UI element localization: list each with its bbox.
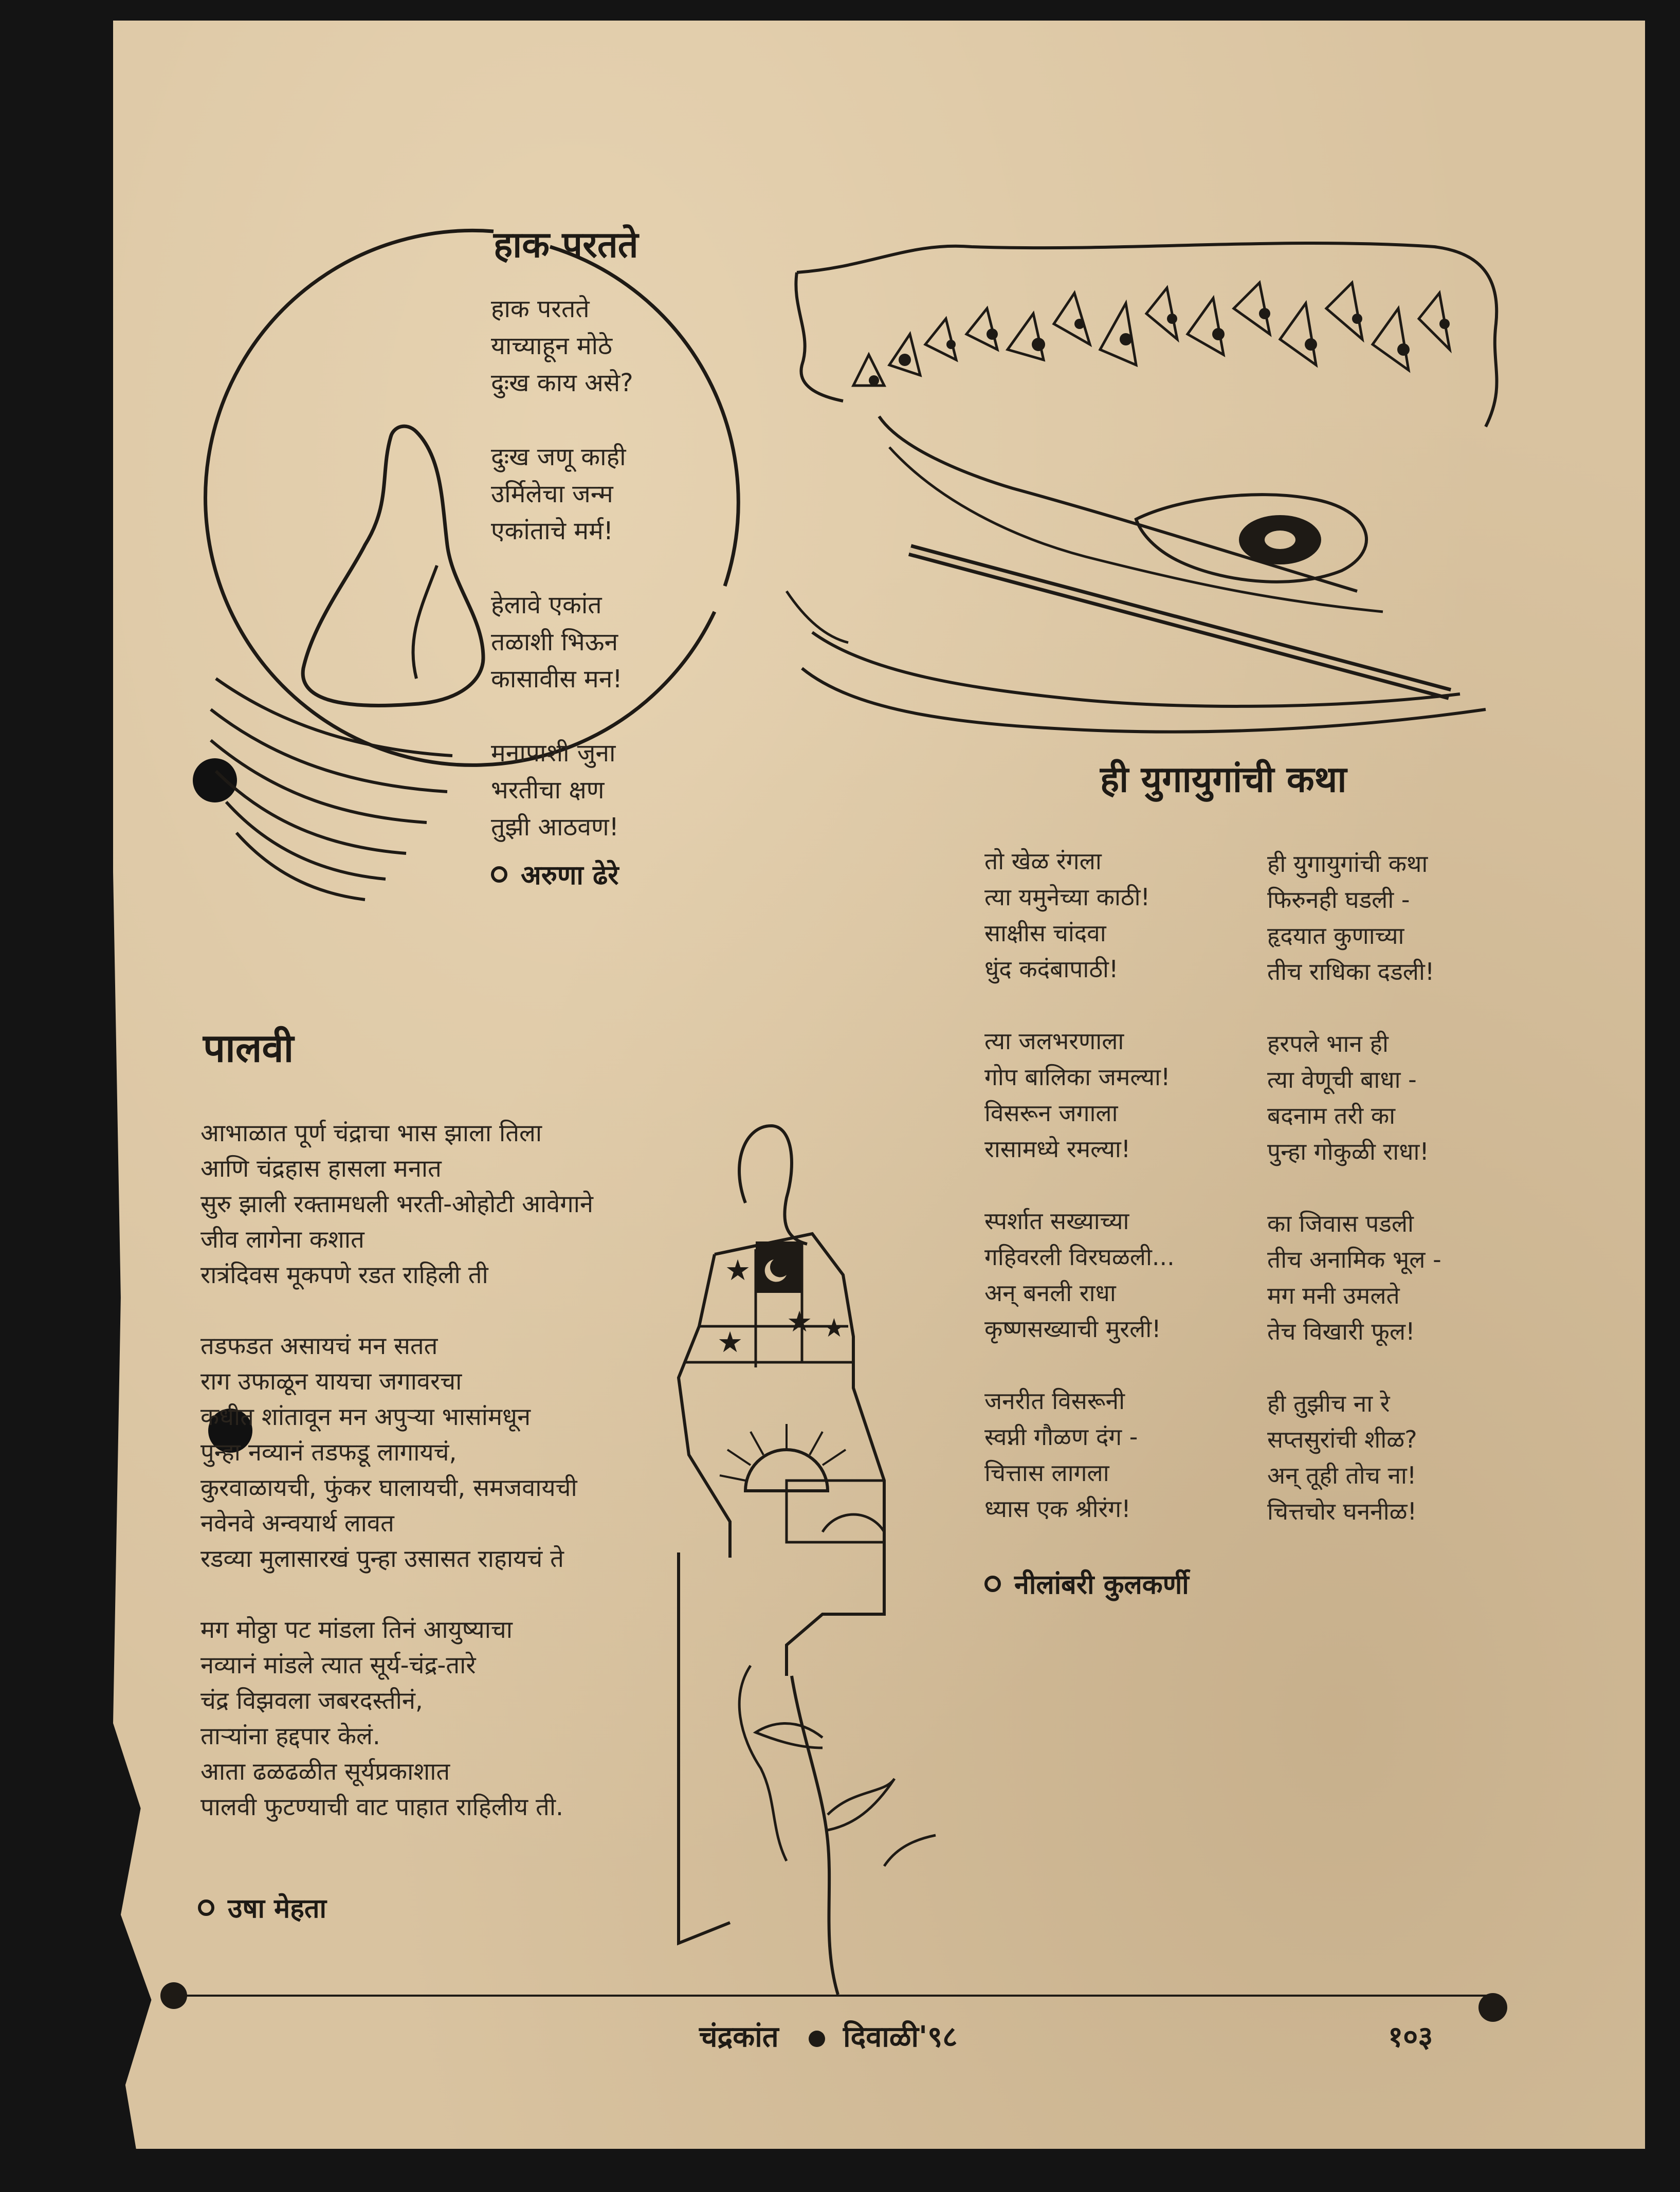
svg-text:★: ★ bbox=[717, 1326, 743, 1359]
svg-text:★: ★ bbox=[823, 1313, 846, 1343]
author-name: उषा मेहता bbox=[228, 1893, 326, 1924]
footer-rule-end-dot bbox=[1478, 1993, 1507, 2022]
peacock-feather-flute-illustration bbox=[766, 231, 1527, 771]
page-number: १०३ bbox=[1388, 2020, 1433, 2054]
author-name: नीलांबरी कुलकर्णी bbox=[1014, 1569, 1189, 1600]
poem-title-palavi: पालवी bbox=[203, 1025, 294, 1071]
footer-magazine-name: चंद्रकांत bbox=[699, 2020, 779, 2054]
poem-column-left: तो खेळ रंगला त्या यमुनेच्या काठी! साक्षीस चांदवा धुंद कदंबापाठी! त्या जलभरणाला गोप बालिका जमल्या! विसरून जगाला रासामध्ये रमल्या! स्पर्शात सख्याच्या गहिवरली विरघळली... अन् बनली राधा कृष्णसख्याची मुरली! जनरीत विसरूनी स्वप्नी गौळण दंग - चित्तास लागला ध्यास एक श्रीरंग! bbox=[984, 847, 1175, 1523]
ring-bullet-icon bbox=[984, 1576, 1001, 1592]
footer-rule bbox=[175, 1995, 1491, 1997]
footer-issue: दिवाळी'९८ bbox=[843, 2020, 958, 2054]
author-name: अरुणा ढेरे bbox=[521, 860, 619, 891]
poem-text-hak-paratate: हाक परतते याच्याहून मोठे दुःख काय असे? दुःख जणू काही उर्मिलेचा जन्म एकांताचे मर्म! हेलावे एकांत तळाशी भिऊन कासावीस मन! मनापाशी जुना भरतीचा क्षण तुझी आठवण! bbox=[491, 295, 633, 842]
footer-separator-dot bbox=[809, 2031, 825, 2047]
ring-bullet-icon bbox=[491, 866, 507, 883]
quilt-sun-leaf-illustration bbox=[668, 1121, 977, 2005]
poem-text-palavi: आभाळात पूर्ण चंद्राचा भास झाला तिला आणि चंद्रहास हासला मनात सुरु झाली रक्तामधली भरती-ओहोटी आवेगाने जीव लागेना कशात रात्रंदिवस मूकपणे रडत राहिली ती तडफडत असायचं मन सतत राग उफाळून यायचा जगावरचा कधीत शांतावून मन अपुऱ्या भासांमधून पुन्हा नव्यानं तडफडू लागायचं, कुरवाळायची, फुंकर घालायची, समजवायची नवेनवे अन्वयार्थ लावत रडव्या मुलासारखं पुन्हा उसासत राहायचं ते मग मोठ्ठा पट मांडला तिनं आयुष्याचा नव्यानं मांडले त्यात सूर्य-चंद्र-तारे चंद्र विझवला जबरदस्तीनं, ताऱ्यांना हद्दपार केलं. आता ढळढळीत सूर्यप्रकाशात पालवी फुटण्याची वाट पाहात राहिलीय ती. bbox=[200, 1119, 593, 1821]
author-nilambari-kulkarni bbox=[984, 1565, 1189, 1602]
svg-text:★: ★ bbox=[725, 1254, 751, 1287]
poem-column-right: ही युगायुगांची कथा फिरुनही घडली - हृदयात कुणाच्या तीच राधिका दडली! हरपले भान ही त्या वेणूची बाधा - बदनाम तरी का पुन्हा गोकुळी राधा! का जिवास पडली तीच अनामिक भूल - मग मनी उमलते तेच विखारी फूल! ही तुझीच ना रे सप्तसुरांची शीळ? अन् तूही तोच ना! चित्तचोर घननीळ! bbox=[1267, 850, 1441, 1525]
author-aruna-dhere bbox=[491, 856, 619, 892]
svg-text:★: ★ bbox=[787, 1305, 813, 1339]
author-usha-mehta bbox=[198, 1889, 326, 1926]
poem-title-yugayugachi-katha: ही युगायुगांची कथा bbox=[1100, 758, 1347, 800]
footer-rule-end-dot bbox=[160, 1982, 187, 2009]
ring-bullet-icon bbox=[198, 1899, 214, 1916]
poem-title-hak-paratate: हाक परतते bbox=[494, 224, 638, 266]
